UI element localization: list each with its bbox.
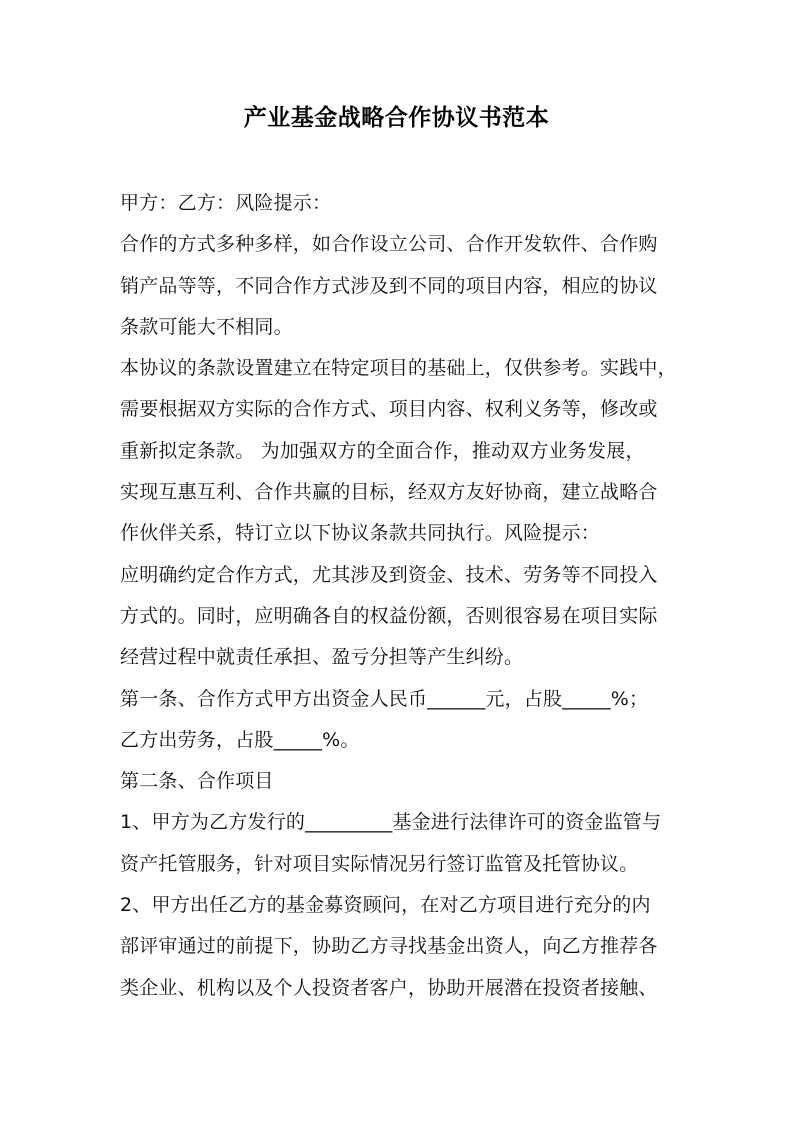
paragraph-line: 合作的方式多种多样，如合作设立公司、合作开发软件、合作购 (120, 233, 658, 256)
paragraph-line: 条款可能大不相同。 (120, 315, 293, 338)
paragraph-line: 作伙伴关系，特订立以下协议条款共同执行。风险提示： (120, 522, 601, 545)
paragraph-line: 需要根据双方实际的合作方式、项目内容、权利义务等，修改或 (120, 398, 658, 421)
paragraph-line: 第二条、合作项目 (120, 770, 274, 793)
paragraph-line: 2、甲方出任乙方的基金募资顾问，在对乙方项目进行充分的内 (120, 894, 651, 917)
paragraph-line: 经营过程中就责任承担、盈亏分担等产生纠纷。 (120, 646, 524, 669)
paragraph-line: 乙方出劳务，占股_____%。 (120, 728, 360, 751)
paragraph-line: 销产品等等，不同合作方式涉及到不同的项目内容，相应的协议 (120, 274, 658, 297)
paragraph-line: 类企业、机构以及个人投资者客户，协助开展潜在投资者接触、 (120, 976, 658, 999)
paragraph-line: 甲方：乙方：风险提示： (120, 192, 332, 214)
paragraph-line: 资产托管服务，针对项目实际情况另行签订监管及托管协议。 (120, 852, 639, 875)
paragraph-line: 应明确约定合作方式，尤其涉及到资金、技术、劳务等不同投入 (120, 563, 658, 586)
paragraph-line: 本协议的条款设置建立在特定项目的基础上，仅供参考。实践中， (120, 357, 677, 380)
document-title: 产业基金战略合作协议书范本 (243, 105, 550, 131)
document-body (120, 183, 676, 1009)
paragraph-line: 实现互惠互利、合作共赢的目标，经双方友好协商，建立战略合 (120, 481, 658, 504)
paragraph-line: 第一条、合作方式甲方出资金人民币______元，占股_____%； (120, 687, 649, 710)
paragraph-line: 方式的。同时，应明确各自的权益份额，否则很容易在项目实际 (120, 604, 658, 627)
paragraph-line: 部评审通过的前提下，协助乙方寻找基金出资人，向乙方推荐各 (120, 935, 658, 958)
paragraph-line: 1、甲方为乙方发行的_________基金进行法律许可的资金监管与 (120, 811, 662, 834)
paragraph-line: 重新拟定条款。 为加强双方的全面合作，推动双方业务发展， (120, 439, 645, 462)
